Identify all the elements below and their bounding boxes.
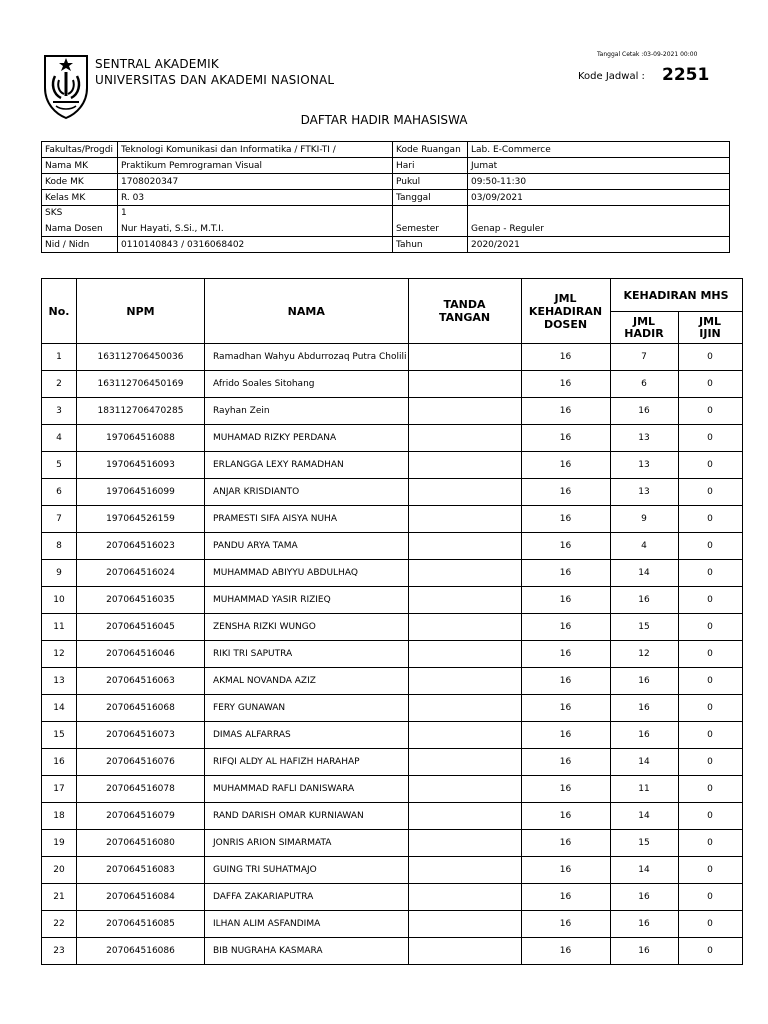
row-jml-hadir: 9 xyxy=(610,506,678,533)
row-signature xyxy=(408,371,521,398)
org-name-line1: SENTRAL AKADEMIK xyxy=(95,57,219,71)
col-ijin-line2: IJIN xyxy=(699,326,721,340)
row-nama: MUHAMMAD ABIYYU ABDULHAQ xyxy=(205,560,409,587)
row-npm: 207064516086 xyxy=(77,938,205,965)
info-row xyxy=(42,142,730,158)
row-nama: ILHAN ALIM ASFANDIMA xyxy=(205,911,409,938)
table-row xyxy=(42,614,743,641)
col-jml-ijin xyxy=(678,312,742,344)
row-no: 10 xyxy=(42,587,77,614)
pukul-label: Pukul xyxy=(393,174,468,190)
row-jml-kehadiran-dosen: 16 xyxy=(521,560,610,587)
row-jml-kehadiran-dosen: 16 xyxy=(521,857,610,884)
row-signature xyxy=(408,344,521,371)
table-row xyxy=(42,533,743,560)
row-jml-hadir: 16 xyxy=(610,722,678,749)
row-npm: 183112706470285 xyxy=(77,398,205,425)
row-npm: 207064516068 xyxy=(77,695,205,722)
nama-dosen-label: Nama Dosen xyxy=(45,224,103,234)
col-jml-kehadiran-dosen xyxy=(521,279,610,344)
row-npm: 207064516046 xyxy=(77,641,205,668)
semester-label: Semester xyxy=(396,224,440,234)
row-no: 8 xyxy=(42,533,77,560)
col-jml-hadir xyxy=(610,312,678,344)
row-signature xyxy=(408,830,521,857)
row-jml-ijin: 0 xyxy=(678,452,742,479)
pukul-value: 09:50-11:30 xyxy=(468,174,730,190)
row-jml-ijin: 0 xyxy=(678,776,742,803)
row-jml-ijin: 0 xyxy=(678,425,742,452)
row-jml-hadir: 16 xyxy=(610,398,678,425)
col-tanda-line2: TANGAN xyxy=(438,311,491,324)
attendance-body xyxy=(42,344,743,965)
course-info-table xyxy=(41,141,730,253)
row-signature xyxy=(408,911,521,938)
row-jml-kehadiran-dosen: 16 xyxy=(521,668,610,695)
row-npm: 197064516088 xyxy=(77,425,205,452)
row-jml-kehadiran-dosen: 16 xyxy=(521,884,610,911)
row-jml-kehadiran-dosen: 16 xyxy=(521,938,610,965)
row-jml-ijin: 0 xyxy=(678,479,742,506)
col-nama: NAMA xyxy=(205,279,409,344)
row-jml-ijin: 0 xyxy=(678,371,742,398)
table-row xyxy=(42,479,743,506)
row-no: 12 xyxy=(42,641,77,668)
row-signature xyxy=(408,425,521,452)
row-nama: ZENSHA RIZKI WUNGO xyxy=(205,614,409,641)
row-npm: 207064516023 xyxy=(77,533,205,560)
row-jml-hadir: 16 xyxy=(610,911,678,938)
row-jml-kehadiran-dosen: 16 xyxy=(521,911,610,938)
row-jml-hadir: 14 xyxy=(610,803,678,830)
semester-value-cell xyxy=(468,206,730,237)
info-row xyxy=(42,190,730,206)
table-row xyxy=(42,641,743,668)
row-jml-kehadiran-dosen: 16 xyxy=(521,830,610,857)
table-row xyxy=(42,695,743,722)
university-logo-icon xyxy=(41,50,91,120)
row-signature xyxy=(408,722,521,749)
row-jml-hadir: 14 xyxy=(610,560,678,587)
row-nama: DIMAS ALFARRAS xyxy=(205,722,409,749)
row-no: 14 xyxy=(42,695,77,722)
row-jml-ijin: 0 xyxy=(678,398,742,425)
sks-label: SKS xyxy=(45,208,63,218)
hari-value: Jumat xyxy=(468,158,730,174)
row-jml-ijin: 0 xyxy=(678,695,742,722)
row-jml-kehadiran-dosen: 16 xyxy=(521,425,610,452)
row-npm: 207064516063 xyxy=(77,668,205,695)
col-hadir-line1: JML xyxy=(632,314,656,328)
col-dosen-line3: DOSEN xyxy=(543,317,588,331)
row-no: 4 xyxy=(42,425,77,452)
row-npm: 207064516084 xyxy=(77,884,205,911)
row-nama: PANDU ARYA TAMA xyxy=(205,533,409,560)
tahun-label: Tahun xyxy=(393,237,468,253)
row-npm: 207064516078 xyxy=(77,776,205,803)
table-row xyxy=(42,398,743,425)
row-jml-kehadiran-dosen: 16 xyxy=(521,506,610,533)
row-npm: 197064516099 xyxy=(77,479,205,506)
nama-mk-value: Praktikum Pemrograman Visual xyxy=(118,158,393,174)
info-row xyxy=(42,174,730,190)
row-jml-kehadiran-dosen: 16 xyxy=(521,614,610,641)
row-jml-hadir: 14 xyxy=(610,749,678,776)
row-no: 18 xyxy=(42,803,77,830)
row-nama: Rayhan Zein xyxy=(205,398,409,425)
info-row xyxy=(42,237,730,253)
row-npm: 207064516045 xyxy=(77,614,205,641)
row-signature xyxy=(408,938,521,965)
row-no: 15 xyxy=(42,722,77,749)
row-signature xyxy=(408,560,521,587)
table-row xyxy=(42,884,743,911)
row-signature xyxy=(408,533,521,560)
attendance-table xyxy=(41,278,743,965)
sks-dosen-label-cell xyxy=(42,206,118,237)
row-jml-hadir: 13 xyxy=(610,479,678,506)
row-jml-hadir: 16 xyxy=(610,695,678,722)
row-no: 19 xyxy=(42,830,77,857)
row-npm: 163112706450036 xyxy=(77,344,205,371)
row-signature xyxy=(408,506,521,533)
row-signature xyxy=(408,452,521,479)
row-jml-kehadiran-dosen: 16 xyxy=(521,749,610,776)
col-tanda-line1: TANDA xyxy=(443,298,486,311)
row-jml-ijin: 0 xyxy=(678,749,742,776)
row-npm: 207064516073 xyxy=(77,722,205,749)
row-signature xyxy=(408,479,521,506)
row-jml-ijin: 0 xyxy=(678,911,742,938)
row-no: 1 xyxy=(42,344,77,371)
table-row xyxy=(42,668,743,695)
row-jml-ijin: 0 xyxy=(678,641,742,668)
row-signature xyxy=(408,803,521,830)
row-nama: Afrido Soales Sitohang xyxy=(205,371,409,398)
table-row xyxy=(42,344,743,371)
tahun-value: 2020/2021 xyxy=(468,237,730,253)
row-signature xyxy=(408,668,521,695)
row-jml-kehadiran-dosen: 16 xyxy=(521,803,610,830)
row-signature xyxy=(408,695,521,722)
row-jml-ijin: 0 xyxy=(678,830,742,857)
kode-mk-label: Kode MK xyxy=(42,174,118,190)
row-npm: 163112706450169 xyxy=(77,371,205,398)
row-jml-hadir: 11 xyxy=(610,776,678,803)
row-jml-ijin: 0 xyxy=(678,614,742,641)
table-row xyxy=(42,722,743,749)
row-signature xyxy=(408,398,521,425)
row-jml-kehadiran-dosen: 16 xyxy=(521,695,610,722)
row-signature xyxy=(408,749,521,776)
kode-ruangan-value: Lab. E-Commerce xyxy=(468,142,730,158)
row-jml-ijin: 0 xyxy=(678,506,742,533)
nama-dosen-value: Nur Hayati, S.Si., M.T.I. xyxy=(121,224,224,234)
tanggal-label: Tanggal xyxy=(393,190,468,206)
table-row xyxy=(42,425,743,452)
col-npm: NPM xyxy=(77,279,205,344)
row-jml-ijin: 0 xyxy=(678,884,742,911)
org-name-line2: UNIVERSITAS DAN AKADEMI NASIONAL xyxy=(95,73,335,87)
kode-mk-value: 1708020347 xyxy=(118,174,393,190)
row-jml-ijin: 0 xyxy=(678,668,742,695)
table-row xyxy=(42,749,743,776)
row-nama: PRAMESTI SIFA AISYA NUHA xyxy=(205,506,409,533)
row-no: 9 xyxy=(42,560,77,587)
row-jml-hadir: 16 xyxy=(610,938,678,965)
row-no: 7 xyxy=(42,506,77,533)
row-no: 22 xyxy=(42,911,77,938)
col-ijin-line1: JML xyxy=(698,314,722,328)
col-kehadiran-mhs: KEHADIRAN MHS xyxy=(610,279,742,312)
col-tanda-tangan xyxy=(408,279,521,344)
row-jml-kehadiran-dosen: 16 xyxy=(521,398,610,425)
table-row xyxy=(42,830,743,857)
table-row xyxy=(42,560,743,587)
row-jml-hadir: 16 xyxy=(610,884,678,911)
row-npm: 207064516080 xyxy=(77,830,205,857)
table-row xyxy=(42,587,743,614)
row-jml-hadir: 16 xyxy=(610,587,678,614)
row-nama: ERLANGGA LEXY RAMADHAN xyxy=(205,452,409,479)
row-no: 11 xyxy=(42,614,77,641)
info-row xyxy=(42,158,730,174)
header-row xyxy=(42,279,743,312)
row-nama: GUING TRI SUHATMAJO xyxy=(205,857,409,884)
row-no: 5 xyxy=(42,452,77,479)
row-signature xyxy=(408,857,521,884)
row-nama: RIFQI ALDY AL HAFIZH HARAHAP xyxy=(205,749,409,776)
row-no: 17 xyxy=(42,776,77,803)
row-jml-hadir: 13 xyxy=(610,452,678,479)
row-jml-kehadiran-dosen: 16 xyxy=(521,587,610,614)
row-npm: 207064516035 xyxy=(77,587,205,614)
row-jml-hadir: 6 xyxy=(610,371,678,398)
row-nama: FERY GUNAWAN xyxy=(205,695,409,722)
table-row xyxy=(42,776,743,803)
row-npm: 207064516076 xyxy=(77,749,205,776)
row-nama: MUHAMAD RIZKY PERDANA xyxy=(205,425,409,452)
row-jml-kehadiran-dosen: 16 xyxy=(521,641,610,668)
row-signature xyxy=(408,776,521,803)
sks-value: 1 xyxy=(121,208,127,218)
row-jml-hadir: 4 xyxy=(610,533,678,560)
row-nama: Ramadhan Wahyu Abdurrozaq Putra Cholili xyxy=(205,344,409,371)
col-no: No. xyxy=(42,279,77,344)
row-jml-ijin: 0 xyxy=(678,803,742,830)
row-no: 21 xyxy=(42,884,77,911)
row-jml-hadir: 12 xyxy=(610,641,678,668)
table-row xyxy=(42,857,743,884)
kode-jadwal-label: Kode Jadwal : xyxy=(578,71,645,82)
col-hadir-line2: HADIR xyxy=(624,326,664,340)
nid-value: 0110140843 / 0316068402 xyxy=(118,237,393,253)
kode-jadwal-value: 2251 xyxy=(662,65,710,85)
col-dosen-line1: JML xyxy=(554,291,577,305)
document-title: DAFTAR HADIR MAHASISWA xyxy=(300,113,468,127)
row-jml-ijin: 0 xyxy=(678,587,742,614)
row-signature xyxy=(408,614,521,641)
sks-dosen-value-cell xyxy=(118,206,393,237)
tanggal-value: 03/09/2021 xyxy=(468,190,730,206)
row-jml-kehadiran-dosen: 16 xyxy=(521,533,610,560)
row-nama: AKMAL NOVANDA AZIZ xyxy=(205,668,409,695)
row-nama: MUHAMMAD YASIR RIZIEQ xyxy=(205,587,409,614)
row-nama: MUHAMMAD RAFLI DANISWARA xyxy=(205,776,409,803)
row-nama: JONRIS ARION SIMARMATA xyxy=(205,830,409,857)
row-no: 16 xyxy=(42,749,77,776)
row-no: 20 xyxy=(42,857,77,884)
row-npm: 197064516093 xyxy=(77,452,205,479)
fakultas-label: Fakultas/Progdi xyxy=(42,142,118,158)
row-jml-hadir: 15 xyxy=(610,830,678,857)
row-npm: 207064516083 xyxy=(77,857,205,884)
row-no: 13 xyxy=(42,668,77,695)
row-signature xyxy=(408,587,521,614)
row-no: 6 xyxy=(42,479,77,506)
table-row xyxy=(42,371,743,398)
row-jml-ijin: 0 xyxy=(678,344,742,371)
kelas-mk-label: Kelas MK xyxy=(42,190,118,206)
row-npm: 207064516085 xyxy=(77,911,205,938)
kode-ruangan-label: Kode Ruangan xyxy=(393,142,468,158)
hari-label: Hari xyxy=(393,158,468,174)
row-no: 23 xyxy=(42,938,77,965)
row-jml-hadir: 7 xyxy=(610,344,678,371)
row-npm: 197064526159 xyxy=(77,506,205,533)
fakultas-value: Teknologi Komunikasi dan Informatika / FTKI-TI / xyxy=(118,142,393,158)
row-npm: 207064516024 xyxy=(77,560,205,587)
col-dosen-line2: KEHADIRAN xyxy=(528,304,603,318)
semester-value: Genap - Reguler xyxy=(471,224,544,234)
semester-label-cell xyxy=(393,206,468,237)
row-no: 3 xyxy=(42,398,77,425)
row-nama: DAFFA ZAKARIAPUTRA xyxy=(205,884,409,911)
row-jml-kehadiran-dosen: 16 xyxy=(521,722,610,749)
info-row xyxy=(42,206,730,237)
row-jml-hadir: 16 xyxy=(610,668,678,695)
row-jml-ijin: 0 xyxy=(678,533,742,560)
row-jml-ijin: 0 xyxy=(678,722,742,749)
nama-mk-label: Nama MK xyxy=(42,158,118,174)
print-date: Tanggal Cetak :03-09-2021 00:00 xyxy=(597,51,698,58)
nid-label: Nid / Nidn xyxy=(42,237,118,253)
table-row xyxy=(42,911,743,938)
row-jml-kehadiran-dosen: 16 xyxy=(521,776,610,803)
row-jml-hadir: 15 xyxy=(610,614,678,641)
row-jml-kehadiran-dosen: 16 xyxy=(521,452,610,479)
row-nama: BIB NUGRAHA KASMARA xyxy=(205,938,409,965)
row-nama: RIKI TRI SAPUTRA xyxy=(205,641,409,668)
row-nama: RAND DARISH OMAR KURNIAWAN xyxy=(205,803,409,830)
row-jml-ijin: 0 xyxy=(678,857,742,884)
table-row xyxy=(42,452,743,479)
table-row xyxy=(42,506,743,533)
table-row xyxy=(42,938,743,965)
row-jml-ijin: 0 xyxy=(678,560,742,587)
row-jml-ijin: 0 xyxy=(678,938,742,965)
row-signature xyxy=(408,641,521,668)
row-jml-hadir: 14 xyxy=(610,857,678,884)
table-row xyxy=(42,803,743,830)
row-jml-kehadiran-dosen: 16 xyxy=(521,371,610,398)
kelas-mk-value: R. 03 xyxy=(118,190,393,206)
row-npm: 207064516079 xyxy=(77,803,205,830)
row-jml-hadir: 13 xyxy=(610,425,678,452)
row-no: 2 xyxy=(42,371,77,398)
row-signature xyxy=(408,884,521,911)
row-jml-kehadiran-dosen: 16 xyxy=(521,344,610,371)
row-nama: ANJAR KRISDIANTO xyxy=(205,479,409,506)
row-jml-kehadiran-dosen: 16 xyxy=(521,479,610,506)
